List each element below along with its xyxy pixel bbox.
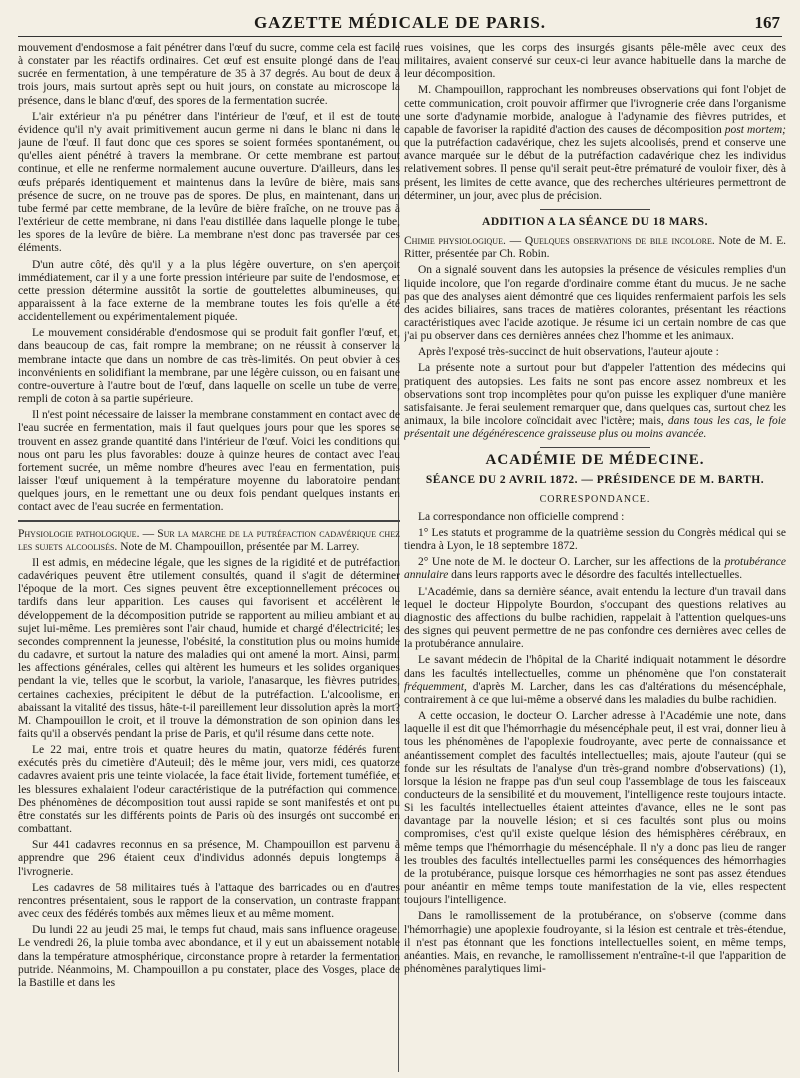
section-label: Physiologie pathologique. (18, 527, 140, 540)
running-title: GAZETTE MÉDICALE DE PARIS. (253, 13, 547, 32)
paragraph: A cette occasion, le docteur O. Larcher adresse à l'Académie une note, dans laquelle il est dit que l'hémorrhagie du mésencéphale peut, il est vrai, donner lieu à tous les phénomènes de l'apoplexie foudroyante, avec perte de connaissance et anéantissement complet des facultés intellectuelles; mais, ajoute l'auteur (qui se fonde sur les résultats de l'analyse d'un très-grand nombre d'observations) (1), lorsque la lésion ne frappe pas d'un seul coup l'assemblage de tous les faisceaux conducteurs de la sensibilité et du mouvement, l'intelligence reste toujours intacte. Si les facultés intellectuelles étaient atteintes d'avance, elles ne le sont pas davantage par la nouvelle lésion; et si ces facultés sont plus ou moins compromises, c'est qu'il existe quelque lésion des hémisphères cérébraux, en même temps que l'hémorrhagie du mésencéphale. Il n'y a donc pas lieu de ranger les troubles des facultés intellectuelles parmi les conséquences des hémorrhagies de la protubérance, puisque lorsque ces hémorrhagies ne sont pas assez étendues pour anéantir en même temps toute manifestation de la vie, elles respectent toujours l'intelligence. (404, 710, 786, 907)
academy-heading: ACADÉMIE DE MÉDECINE. (485, 452, 705, 469)
paragraph: D'un autre côté, dès qu'il y a la plus légère ouverture, on s'en aperçoit immédiatement, car il y a une forte pression intérieure par suite de l'endosmose, et cette pression détermine aussitôt la sortie de gouttelettes albumineuses, qui apparaissent à la face externe de la membrane toutes les fois qu'elle a été accidentellement ou expérimentalement piquée. (18, 258, 400, 324)
paragraph: Sur 441 cadavres reconnus en sa présence, M. Champouillon est parvenu à apprendre que 296 étaient ceux d'individus adonnés depuis longtemps à l'ivrognerie. (18, 839, 400, 878)
paragraph: rues voisines, que les corps des insurgés gisants pêle-mêle avec ceux des militaires, avaient conservé sur ceux-ci leur avance habituelle dans la marche de leur décomposition. (404, 42, 786, 81)
paragraph: Les cadavres de 58 militaires tués à l'attaque des barricades ou en d'autres rencontres présentaient, sous le rapport de la conservation, un contraste frappant avec ceux des fédérés tombés aux mêmes lieux et au même moment. (18, 881, 400, 921)
paragraph: 1° Les statuts et programme de la quatrième session du Congrès médical qui se tiendra à Lyon, le 18 septembre 1872. (404, 527, 786, 553)
addition-heading: ADDITION A LA SÉANCE DU 18 MARS. (482, 215, 708, 228)
section-rule (540, 209, 650, 210)
section-title: Sur la marche de la putréfaction cadavérique chez les sujets alcoolisés. (18, 527, 400, 553)
paragraph: Il est admis, en médecine légale, que les signes de la rigidité et de putréfaction cadavériques peuvent être utilement consultés, quand il s'agit de déterminer l'époque de la mort. Ces signes peuvent être exceptionnellement précoces ou tardifs dans leur apparition. Les causes qui favorisent et accélèrent le développement de la décomposition putride se rapportent au milieu ambiant et au sujet lui-même. Les premières sont l'air chaud, humide et chargé d'électricité; les secondes comprennent la jeunesse, l'obésité, la constitution plus ou moins humide du cadavre, et surtout la nature des maladies qui ont amené la mort. Ainsi, parmi les affections générales, celles qui altèrent les humeurs et les solides organiques pendant la vie, telles que le scorbut, la variole, l'anasarque, les fièvres putrides, certaines cachexies, précipitent le début de la putréfaction. L'alcoolisme, en abaissant la vitalité des tissus, hâte-t-il pareillement leur dissolution après la mort? M. Champouillon le croit, et il trouve la démonstration de son opinion dans les faits qu'il a observés pendant la prise de Paris, et qu'il résume dans cette note. (18, 556, 400, 740)
text-run: que la putréfaction cadavérique, chez les sujets alcoolisés, prend et conserve une avance marquée sur le début de la putréfaction cadavérique chez les individus relativement sobres. Il pense qu'il serait peut-être prématuré de vouloir fixer, dès à présent, les limites de cette avance, que des recherches ultérieures permettront de déterminer, un jour, avec plus de précision. (404, 137, 786, 202)
section-author: Note de M. E. Ritter, présentée par Ch. Robin. (404, 235, 786, 261)
session-heading: SÉANCE DU 2 AVRIL 1872. — PRÉSIDENCE DE M. BARTH. (425, 473, 765, 486)
text-run: 2° Une note de M. le docteur O. Larcher, sur les affections de la (418, 556, 721, 569)
emphasis: protubérance annulaire (404, 556, 786, 582)
paragraph: La correspondance non officielle comprend : (418, 510, 625, 523)
text-run: M. Champouillon, rapprochant les nombreuses observations qui font l'objet de cette communication, croit pouvoir affirmer que l'ivrognerie crée dans l'organisme une sorte d'adynamie morbide, analogue à l'adynamie des fièvres putrides, et capable de favoriser la rapidité d'action des causes de décomposition (404, 84, 786, 136)
paragraph (404, 654, 786, 707)
paragraph: On a signalé souvent dans les autopsies la présence de vésicules remplies d'un liquide incolore, que l'on regarde d'ordinaire comme étant du mucus. Je ne sache pas que des analyses aient démontré que ces liquides renfermaient parfois les sels des acides biliaires, sans traces de matières colorantes, présentant les réactions caractéristiques avec l'acide azotique. Je résume ici un certain nombre de cas que j'ai pu observer dans ces dernières années chez l'homme et les animaux. (404, 264, 786, 343)
text-run: Le savant médecin de l'hôpital de la Charité indiquait notamment le désordre dans les facultés intellectuelles, comme un phénomène que l'on constaterait (404, 654, 786, 680)
section-rule (18, 520, 400, 521)
section-rule (540, 447, 650, 448)
paragraph (404, 84, 786, 202)
paragraph (404, 556, 786, 582)
paragraph: L'air extérieur n'a pu pénétrer dans l'intérieur de l'œuf, et il est de toute évidence qu'il n'y avait primitivement aucun germe ni dans le blanc ni dans le jaune de l'œuf. Il faut donc que ces spores se soient formées spontanément, ou qu'elles aient pénétré à travers la membrane. Or cette membrane est partout continue, et elle ne renferme normalement aucune ouverture. D'ailleurs, dans les œufs préparés identiquement et maintenus dans la levûre de bière, mais sans présence de sucre, on ne trouve pas de spores. De plus, en maintenant, dans un tube fermé par cette membrane, de la levûre de bière fraîche, on ne trouve pas à l'extérieur de cette membrane, ni dans l'eau distillée dans laquelle plonge le tube, les spores de la levûre de bière. La membrane n'est donc pas traversée par ces éléments. (18, 110, 400, 255)
text-run: La présente note a surtout pour but d'appeler l'attention des médecins qui pratiquent des autopsies. Les faits ne sont pas encore assez nombreux et les observations sont trop incomplètes pour qu'on puisse les expliquer d'une manière satisfaisante. Je ferai seulement remarquer que, dans quelques cas, surtout chez les animaux, la bile incolore coïncidait avec l'ictère; mais, (404, 362, 786, 428)
paragraph: L'Académie, dans sa dernière séance, avait entendu la lecture d'un travail dans lequel le docteur Hippolyte Bourdon, s'occupant des questions relatives au diagnostic des affections du bulbe rachidien, rappelait à l'attention quelques-uns des signes qui peuvent permettre de ne pas confondre ces dernières avec celles de la protubérance annulaire. (404, 585, 786, 651)
paragraph: Le mouvement considérable d'endosmose qui se produit fait gonfler l'œuf, et, dans beaucoup de cas, fait rompre la membrane; on ne réussit à conserver la membrane intacte que dans un nombre de cas très-limités. On peut obvier à ces inconvénients en solidifiant la membrane, par une légère cuisson, ou en faisant une contre-ouverture à l'autre bout de l'œuf, dans laquelle on scelle un tube de verre, rempli de coton à sa partie supérieure. (18, 327, 400, 406)
emphasis: post mortem; (724, 123, 786, 136)
article-heading: Chimie physiologique. — Quelques observations de bile incolore. Note de M. E. Ritter, présentée par Ch. Robin. (404, 235, 786, 261)
correspondence-heading: CORRESPONDANCE. (539, 493, 651, 505)
right-column (404, 42, 786, 1072)
page-header (18, 10, 782, 37)
text-run: dans leurs rapports avec le désordre des facultés intellectuelles. (451, 569, 743, 582)
paragraph: Le 22 mai, entre trois et quatre heures du matin, quatorze fédérés furent exécutés près du cimetière d'Auteuil; dès le même jour, vers midi, ces quatorze cadavres avaient pris une teinte violacée, la face était livide, fortement tuméfiée, et les blessures exhalaient l'odeur caractéristique de la putréfaction qui commence. Des phénomènes de décomposition tout aussi rapide se sont manifestés et ont pu être constatés sur les différents points de Paris où des insurgés ont succombé en combattant. (18, 744, 400, 836)
paragraph: Après l'exposé très-succinct de huit observations, l'auteur ajoute : (418, 346, 719, 359)
paragraph: Il n'est point nécessaire de laisser la membrane constamment en contact avec de l'eau sucrée en fermentation, mais il faut quelques jours pour que les spores se trouvent en assez grande quantité dans l'intérieur de l'œuf. Voici les conditions qui nous ont paru les plus favorables: douze à quinze heures de contact avec l'eau fortement sucrée, un même nombre d'heures avec l'eau en fermentation, puis laisser l'œuf uniquement à la température moyenne du laboratoire pendant quelques jours, en le remettant une ou deux fois pendant quelques instants en contact avec de l'eau sucrée en fermentation. (18, 409, 400, 514)
article-heading: Physiologie pathologique. — Sur la marche de la putréfaction cadavérique chez les sujets alcoolisés. Note de M. Champouillon, présentée par M. Larrey. (18, 527, 400, 553)
paragraph: Dans le ramollissement de la protubérance, on s'observe (comme dans l'hémorrhagie) une apoplexie foudroyante, si la lésion est centrale et très-étendue, il n'est pas étonnant que les fonctions intellectuelles soient, en même temps, anéanties. Mais, en revanche, le ramollissement n'entraîne-t-il que l'apparition de phénomènes paralytiques limi- (404, 910, 786, 975)
section-author: Note de M. Champouillon, présentée par M. Larrey. (120, 540, 360, 553)
section-label: Chimie physiologique. (404, 235, 506, 248)
paragraph: Du lundi 22 au jeudi 25 mai, le temps fut chaud, mais sans influence orageuse. Le vendredi 26, la pluie tomba avec abondance, et il y eut un abaissement notable dans la température atmosphérique, circonstance propre à retarder la fermentation putride. Néanmoins, M. Champouillon a pu constater, place des Vosges, place de la Bastille et dans les (18, 924, 400, 989)
paragraph: mouvement d'endosmose a fait pénétrer dans l'œuf du sucre, comme cela est facile à constater par les réactifs ordinaires. Cet œuf est ensuite plongé dans de l'eau sucrée en fermentation, à une température de 35 à 37 degrés. Au bout de deux à trois jours, mais surtout après sept ou huit jours, on constate au microscope la présence, dans le blanc d'œuf, des spores de la fermentation sucrée. (18, 42, 400, 107)
text-run: d'après M. Larcher, dans les cas d'altérations du mésencéphale, contrairement à ce que lui-même a observé dans les maladies du bulbe rachidien. (404, 680, 786, 706)
left-column (18, 42, 400, 1072)
emphasis: dans tous les cas, le foie présentait une dégénérescence graisseuse plus ou moins avancée. (404, 415, 786, 441)
paragraph (404, 362, 786, 441)
emphasis: fréquemment, (404, 680, 467, 693)
page-number: 167 (754, 13, 780, 32)
section-title: Quelques observations de bile incolore. (524, 235, 715, 248)
